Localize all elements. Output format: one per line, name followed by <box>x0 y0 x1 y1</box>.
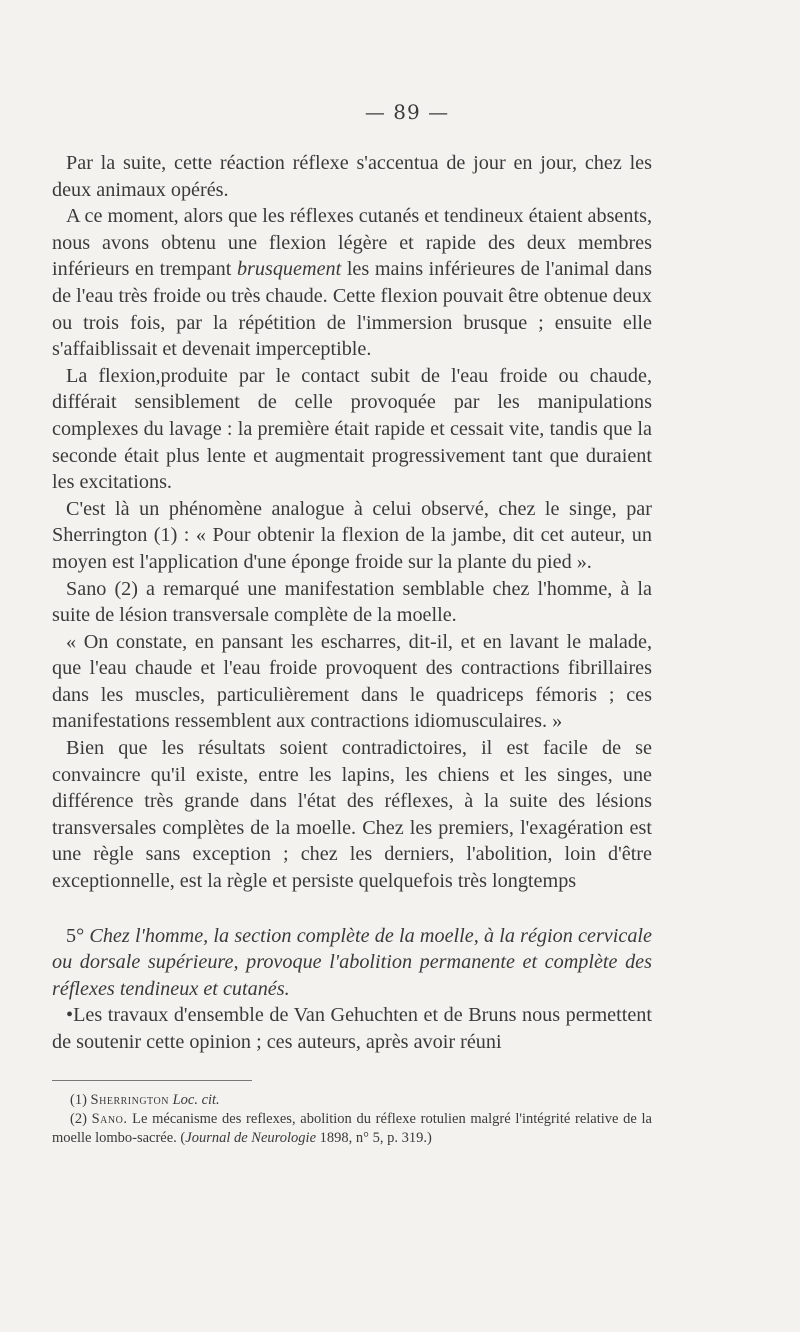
emphasis-brusquement: brusquement <box>236 258 342 281</box>
section-gap <box>52 895 652 923</box>
closing-paragraph: •Les travaux d'ensemble de Van Gehuchten et de Bruns nous permettent de soutenir cette opinion ; ces auteurs, après avoir réuni <box>52 1004 652 1053</box>
paragraph-4: C'est là un phénomène analogue à celui observé, chez le singe, par Sherrington (1) : « Pour obtenir la flexion de la jambe, dit cet auteur, un moyen est l'application d'une éponge froide sur la plante du pied ». <box>52 497 652 573</box>
page-number: — 89 — <box>364 100 450 124</box>
footnote-1: (1) Sherrington Loc. cit. <box>70 1091 220 1108</box>
paragraph-5: Sano (2) a remarqué une manifestation semblable chez l'homme, à la suite de lésion transversale complète de la moelle. <box>52 577 652 627</box>
footnotes <box>52 1091 652 1148</box>
paragraph-2: A ce moment, alors que les réflexes cutanés et tendineux étaient absents, nous avons obtenu une flexion légère et rapide des deux membres inférieurs en trempant brusquement les mains inférieures de l'animal dans de l'eau très froide ou très chaude. Cette flexion pouvait être obtenue deux ou trois fois, par la répétition de l'immersion brusque ; ensuite elle s'affaiblissait et devenait imperceptible. <box>52 205 652 361</box>
section-heading <box>52 923 652 1003</box>
footnote-divider <box>52 1080 252 1081</box>
section-number: 5° <box>66 924 85 947</box>
paragraph-3: La flexion,produite par le contact subit de l'eau froide ou chaude, différait sensiblement de celle provoquée par les manipulations complexes du lavage : la première était rapide et cessait vite, tandis que la seconde était plus lente et augmentait progressivement tant que duraient les excitations. <box>52 364 652 494</box>
footnote-2: (2) Sano. Le mécanisme des reflexes, abolition du réflexe rotulien malgré l'intégrité relative de la moelle lombo-sacrée. (Journal de Neurologie 1898, n° 5, p. 319.) <box>52 1110 652 1146</box>
section-title: Chez l'homme, la section complète de la moelle, à la région cervicale ou dorsale supérieure, provoque l'abolition permanente et complète des réflexes tendineux et cutanés. <box>52 924 652 1000</box>
body-text <box>52 150 652 1056</box>
paragraph-6: « On constate, en pansant les escharres, dit-il, et en lavant le malade, que l'eau chaude et l'eau froide provoquent des contractions fibrillaires dans les muscles, particulièrement dans le quadriceps fémoris ; ces manifestations ressemblent aux contractions idiomusculaires. » <box>52 630 652 733</box>
paragraph-7: Bien que les résultats soient contradictoires, il est facile de se convaincre qu'il existe, entre les lapins, les chiens et les singes, une différence très grande dans l'état des réflexes, à la suite des lésions transversales complètes de la moelle. Chez les premiers, l'exagération est une règle sans exception ; chez les derniers, l'abolition, loin d'être exceptionnelle, est la règle et persiste quelquefois très longtemps <box>52 737 652 893</box>
paragraph-1: Par la suite, cette réaction réflexe s'accentua de jour en jour, chez les deux animaux opérés. <box>52 152 652 201</box>
